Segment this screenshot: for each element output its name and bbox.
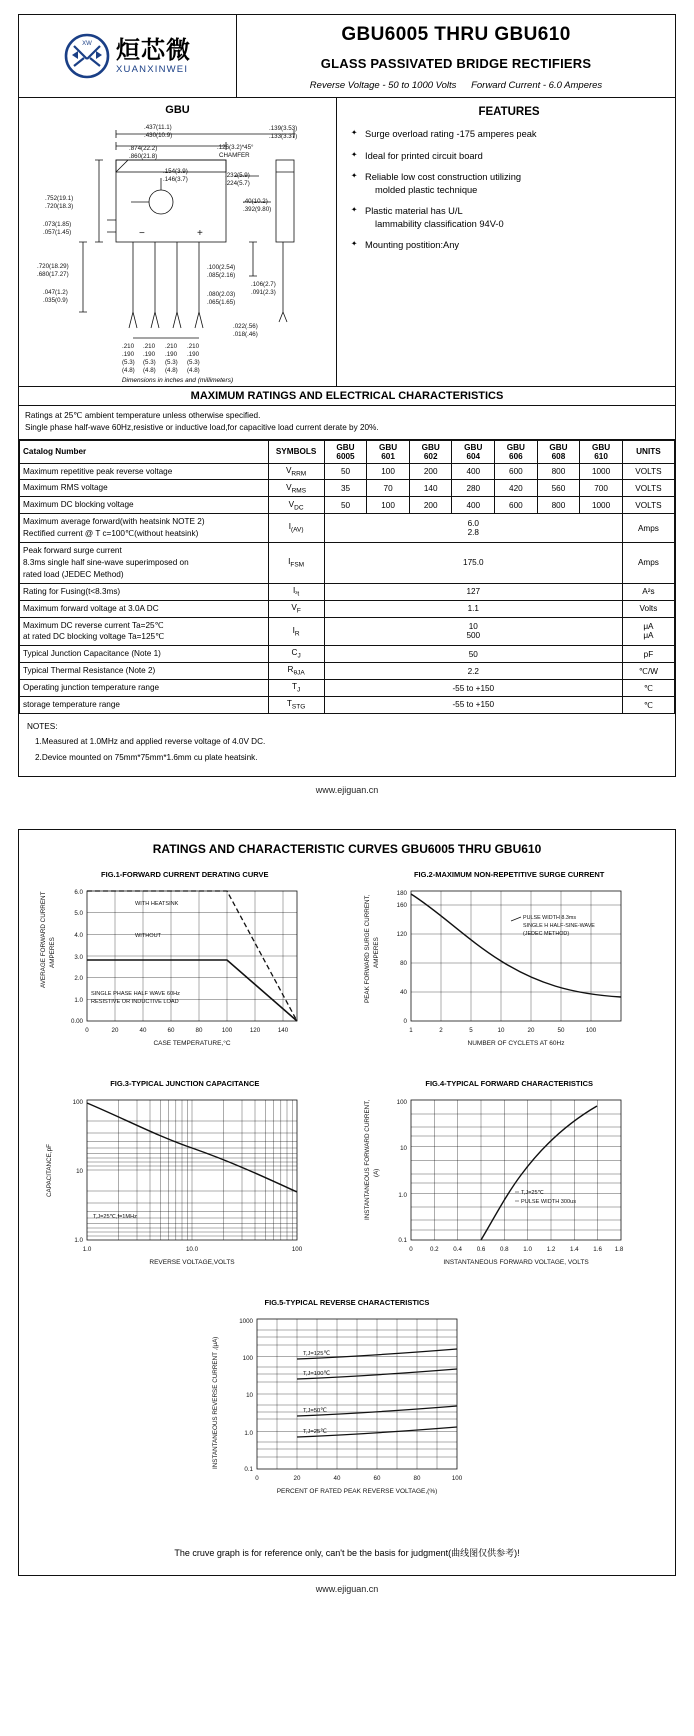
table-row: [20, 663, 675, 680]
svg-text:50: 50: [557, 1026, 565, 1034]
row-value-0: 50: [324, 497, 367, 514]
chart-fig4: [353, 1073, 665, 1292]
datasheet-page-1: [0, 0, 694, 815]
row-parameter: Operating junction temperature range: [20, 680, 269, 697]
row-value-span: 2.2: [324, 663, 622, 680]
svg-text:80: 80: [400, 959, 408, 967]
svg-text:(4.8): (4.8): [122, 367, 135, 374]
svg-text:2: 2: [439, 1026, 444, 1034]
note-1: 1.Measured at 1.0MHz and applied reverse voltage of 4.0V DC.: [35, 737, 266, 747]
svg-text:1.4: 1.4: [570, 1245, 579, 1253]
svg-text:.40(10.2): .40(10.2): [243, 198, 268, 205]
svg-text:AMPERES: AMPERES: [373, 936, 381, 968]
svg-text:10: 10: [400, 1144, 408, 1152]
svg-text:(4.8): (4.8): [187, 367, 200, 374]
row-value-1: 100: [367, 497, 410, 514]
svg-text:80: 80: [413, 1474, 421, 1482]
header-symbols: SYMBOLS: [268, 440, 324, 463]
table-row: [20, 680, 675, 697]
table-row: [20, 600, 675, 617]
page1-sheet: [18, 14, 676, 777]
header-units: UNITS: [622, 440, 674, 463]
svg-text:80: 80: [195, 1026, 203, 1034]
row-value-span: -55 to +150: [324, 696, 622, 713]
product-subtitle: GLASS PASSIVATED BRIDGE RECTIFIERS: [320, 56, 592, 71]
row-parameter: Typical Thermal Resistance (Note 2): [20, 663, 269, 680]
svg-text:.091(2.3): .091(2.3): [251, 289, 276, 296]
feature-text: Ideal for printed circuit board: [365, 150, 483, 161]
chart-fig3: [29, 1073, 341, 1292]
fig3-title: FIG.3-TYPICAL JUNCTION CAPACITANCE: [110, 1078, 260, 1088]
feature-item: [351, 150, 667, 163]
svg-text:(JEDEC METHOD): (JEDEC METHOD): [523, 930, 570, 937]
svg-text:140: 140: [277, 1026, 289, 1034]
svg-text:.224(5.7): .224(5.7): [225, 180, 250, 187]
svg-text:.022(.56): .022(.56): [233, 323, 258, 330]
svg-text:PEAK FORWARD SURGE CURRENT,: PEAK FORWARD SURGE CURRENT,: [364, 894, 372, 1003]
fig4-xlabel: INSTANTANEOUS FORWARD VOLTAGE, VOLTS: [443, 1258, 590, 1266]
fig4-plot: [353, 1092, 653, 1277]
svg-text:0: 0: [403, 1017, 408, 1025]
feature-text-line2: molded plastic technique: [375, 184, 478, 195]
svg-text:.720(18.29): .720(18.29): [37, 263, 69, 270]
header-part-5: GBU 608: [537, 440, 580, 463]
header-part-1: GBU 601: [367, 440, 410, 463]
fig1-xlabel: CASE TEMPERATURE,°C: [153, 1039, 231, 1047]
svg-text:20: 20: [111, 1026, 119, 1034]
svg-text:SINGLE PHASE HALF WAVE 60Hz: SINGLE PHASE HALF WAVE 60Hz: [91, 990, 180, 997]
svg-text:.146(3.7): .146(3.7): [163, 176, 188, 183]
svg-text:120: 120: [249, 1026, 261, 1034]
table-row: [20, 617, 675, 646]
row-unit: VOLTS: [622, 480, 674, 497]
svg-text:AMPERES: AMPERES: [49, 936, 56, 968]
specifications-table: [19, 440, 675, 714]
ratings-note-1: Ratings at 25℃ ambient temperature unless otherwise specified.: [25, 411, 261, 420]
svg-text:4.0: 4.0: [74, 931, 83, 939]
table-row: [20, 696, 675, 713]
row-unit: VOLTS: [622, 497, 674, 514]
row-value-2: 200: [409, 463, 452, 480]
row-value-5: 800: [537, 497, 580, 514]
fig2-plot: [353, 883, 653, 1058]
footnotes: [19, 714, 675, 776]
charts-row-2: [29, 1073, 665, 1292]
svg-text:.139(3.53): .139(3.53): [269, 125, 298, 132]
table-row: [20, 543, 675, 584]
row-value-4: 600: [495, 497, 538, 514]
fig2-title: FIG.2-MAXIMUM NON-REPETITIVE SURGE CURRENT: [413, 869, 605, 879]
svg-text:100: 100: [291, 1245, 303, 1253]
svg-text:1.2: 1.2: [547, 1245, 556, 1253]
fig3-xlabel: REVERSE VOLTAGE,VOLTS: [149, 1258, 235, 1266]
svg-text:1.0: 1.0: [523, 1245, 533, 1253]
features-panel: [337, 98, 675, 386]
svg-text:RESISTIVE OR INDUCTIVE LOAD: RESISTIVE OR INDUCTIVE LOAD: [91, 998, 179, 1005]
fig3-plot: [29, 1092, 329, 1277]
svg-text:1.0: 1.0: [82, 1245, 92, 1253]
fig1-plot: [29, 883, 329, 1058]
row-parameter: Maximum repetitive peak reverse voltage: [20, 463, 269, 480]
row-value-span: 1.1: [324, 600, 622, 617]
header-part-4: GBU 606: [495, 440, 538, 463]
row-symbol: $C_J$: [268, 646, 324, 663]
svg-text:(5.3): (5.3): [187, 359, 200, 366]
brand-logo-area: [19, 15, 237, 97]
feature-text: Plastic material has U/L: [365, 206, 463, 217]
svg-text:.860(21.8): .860(21.8): [129, 153, 158, 160]
svg-text:.018(.46): .018(.46): [233, 331, 258, 338]
header-part-2: GBU 602: [409, 440, 452, 463]
svg-text:5.0: 5.0: [74, 909, 83, 917]
row-value-0: 50: [324, 463, 367, 480]
table-row: [20, 583, 675, 600]
svg-text:WITH HEATSINK: WITH HEATSINK: [135, 900, 179, 907]
svg-text:100: 100: [72, 1098, 83, 1106]
curves-title: RATINGS AND CHARACTERISTIC CURVES GBU6005 THRU GBU610: [152, 841, 542, 856]
svg-text:PULSE WIDTH 8.3ms: PULSE WIDTH 8.3ms: [523, 914, 577, 921]
feature-text-line2: lammability classification 94V-0: [375, 218, 504, 229]
svg-text:100: 100: [221, 1026, 233, 1034]
svg-text:0: 0: [85, 1026, 89, 1034]
svg-text:XW: XW: [82, 41, 92, 47]
svg-text:T,J=125℃: T,J=125℃: [303, 1350, 330, 1357]
package-drawing: [19, 98, 337, 386]
svg-text:(4.8): (4.8): [165, 367, 178, 374]
svg-text:100: 100: [242, 1354, 253, 1362]
svg-text:1000: 1000: [239, 1317, 253, 1325]
feature-item: [351, 128, 667, 141]
row-symbol: $V_{DC}$: [268, 497, 324, 514]
svg-text:.073(1.85): .073(1.85): [43, 221, 72, 228]
svg-text:.210: .210: [143, 343, 156, 350]
svg-text:10: 10: [76, 1167, 83, 1175]
package-outline-svg: [21, 116, 333, 374]
svg-text:PULSE WIDTH 300us: PULSE WIDTH 300us: [521, 1198, 577, 1205]
row-value-6: 700: [580, 480, 623, 497]
svg-text:.057(1.45): .057(1.45): [43, 229, 72, 236]
svg-text:10: 10: [497, 1026, 505, 1034]
row-parameter: storage temperature range: [20, 696, 269, 713]
svg-text:20: 20: [527, 1026, 535, 1034]
row-unit: μA μA: [622, 617, 674, 646]
page2-footer-url: www.ejiguan.cn: [315, 1583, 379, 1594]
svg-text:.106(2.7): .106(2.7): [251, 281, 276, 288]
title-block: [237, 15, 675, 97]
svg-text:.210: .210: [165, 343, 178, 350]
svg-text:.680(17.27): .680(17.27): [37, 271, 69, 278]
svg-text:T,J=25℃,f=1MHz: T,J=25℃,f=1MHz: [93, 1213, 137, 1220]
svg-text:180: 180: [397, 889, 408, 897]
svg-text:.437(11.1): .437(11.1): [144, 124, 172, 131]
svg-text:.430(10.9): .430(10.9): [144, 132, 173, 139]
svg-text:0.4: 0.4: [453, 1245, 463, 1253]
row-unit: Amps: [622, 514, 674, 543]
row-value-6: 1000: [580, 463, 623, 480]
row-unit: Amps: [622, 543, 674, 584]
svg-text:60: 60: [373, 1474, 381, 1482]
features-list: [351, 128, 667, 252]
row-parameter: Maximum forward voltage at 3.0A DC: [20, 600, 269, 617]
table-row: [20, 497, 675, 514]
svg-text:.133(3.37): .133(3.37): [269, 133, 298, 140]
svg-text:120: 120: [397, 930, 408, 938]
fig5-xlabel: PERCENT OF RATED PEAK REVERSE VOLTAGE,(%): [276, 1487, 438, 1495]
row-value-span: 127: [324, 583, 622, 600]
svg-text:AVERAGE FORWARD CURRENT: AVERAGE FORWARD CURRENT: [40, 891, 47, 988]
row-parameter: Typical Junction Capacitance (Note 1): [20, 646, 269, 663]
row-value-4: 600: [495, 463, 538, 480]
drawing-and-features: [19, 98, 675, 387]
row-symbol: $I_R$: [268, 617, 324, 646]
svg-text:20: 20: [293, 1474, 301, 1482]
svg-text:160: 160: [397, 901, 408, 909]
row-symbol: $V_F$: [268, 600, 324, 617]
svg-text:(4.8): (4.8): [143, 367, 156, 374]
product-ratings-line: [247, 80, 665, 91]
curves-disclaimer: The cruve graph is for reference only, can't be the basis for judgment(曲线图仅供参考)!: [174, 1547, 520, 1558]
svg-text:CHAMFER: CHAMFER: [219, 152, 250, 159]
dimension-note: Dimensions in inches and (millimeters): [121, 377, 234, 384]
svg-text:.085(2.16): .085(2.16): [207, 272, 236, 279]
svg-text:0.00: 0.00: [70, 1017, 83, 1025]
svg-text:INSTANTANEOUS REVERSE CURRENT: INSTANTANEOUS REVERSE CURRENT ,(μA): [212, 1336, 219, 1469]
svg-text:6.0: 6.0: [74, 888, 83, 896]
fig5-plot: [197, 1311, 497, 1511]
svg-text:0.1: 0.1: [398, 1236, 408, 1244]
row-value-2: 200: [409, 497, 452, 514]
row-parameter: Maximum RMS voltage: [20, 480, 269, 497]
ratings-title: MAXIMUM RATINGS AND ELECTRICAL CHARACTERISTICS: [19, 387, 675, 406]
svg-text:.210: .210: [122, 343, 135, 350]
charts-row-3: [29, 1292, 665, 1526]
reverse-voltage-spec: Reverse Voltage - 50 to 1000 Volts: [309, 80, 457, 91]
svg-text:0.8: 0.8: [500, 1245, 509, 1253]
row-unit: pF: [622, 646, 674, 663]
table-row: [20, 646, 675, 663]
row-symbol: $I_{FSM}$: [268, 543, 324, 584]
row-unit: A²s: [622, 583, 674, 600]
xuanxinwei-logo-icon: [64, 33, 110, 79]
row-unit: ℃/W: [622, 663, 674, 680]
row-value-2: 140: [409, 480, 452, 497]
row-symbol: $V_{RRM}$: [268, 463, 324, 480]
svg-text:.190: .190: [165, 351, 178, 358]
header-catalog-number: Catalog Number: [20, 440, 269, 463]
svg-text:WITHOUT: WITHOUT: [135, 932, 162, 939]
svg-text:100: 100: [586, 1026, 597, 1034]
header-part-6: GBU 610: [580, 440, 623, 463]
svg-text:0: 0: [409, 1245, 414, 1253]
row-symbol: $I_{(AV)}$: [268, 514, 324, 543]
row-value-span: 6.0 2.8: [324, 514, 622, 543]
svg-text:1: 1: [409, 1026, 414, 1034]
svg-text:+: +: [197, 228, 203, 239]
header-part-3: GBU 604: [452, 440, 495, 463]
svg-text:40: 40: [400, 988, 408, 996]
svg-text:2.0: 2.0: [74, 974, 83, 982]
svg-text:.210: .210: [187, 343, 200, 350]
charts-row-1: [29, 864, 665, 1073]
svg-text:0: 0: [255, 1474, 259, 1482]
page1-footer-url: www.ejiguan.cn: [315, 784, 379, 795]
svg-text:.874(22.2): .874(22.2): [129, 145, 158, 152]
svg-text:.392(9.80): .392(9.80): [243, 206, 272, 213]
svg-text:100: 100: [397, 1098, 408, 1106]
svg-text:1.0: 1.0: [74, 1236, 83, 1244]
chart-fig5: [29, 1292, 665, 1526]
svg-text:INSTANTANEOUS FORWARD CURRENT,: INSTANTANEOUS FORWARD CURRENT,: [364, 1099, 372, 1220]
svg-text:T,J=25℃: T,J=25℃: [303, 1428, 327, 1435]
page2-sheet: [18, 829, 676, 1576]
note-2: 2.Device mounted on 75mm*75mm*1.6mm cu plate heatsink.: [35, 753, 258, 762]
row-parameter: Maximum DC reverse current Ta=25℃ at rated DC blocking voltage Ta=125℃: [20, 617, 269, 646]
row-value-5: 560: [537, 480, 580, 497]
svg-text:0.1: 0.1: [244, 1465, 253, 1473]
row-value-1: 100: [367, 463, 410, 480]
svg-text:1.6: 1.6: [593, 1245, 603, 1253]
row-value-0: 35: [324, 480, 367, 497]
svg-text:.190: .190: [122, 351, 135, 358]
package-name: GBU: [165, 104, 190, 116]
svg-text:T,J=50℃: T,J=50℃: [303, 1407, 327, 1414]
svg-text:1.0: 1.0: [74, 996, 83, 1004]
svg-text:.065(1.65): .065(1.65): [207, 299, 236, 306]
forward-current-spec: Forward Current - 6.0 Amperes: [471, 80, 603, 91]
svg-text:(5.3): (5.3): [122, 359, 135, 366]
fig5-title: FIG.5-TYPICAL REVERSE CHARACTERISTICS: [264, 1297, 430, 1307]
svg-text:(A): (A): [373, 1168, 381, 1177]
row-value-6: 1000: [580, 497, 623, 514]
ratings-note-2: Single phase half-wave 60Hz,resistive or inductive load,for capacitive load current derate by 20%.: [25, 423, 379, 433]
svg-text:.752(19.1): .752(19.1): [45, 195, 74, 202]
row-parameter: Rating for Fusing(t<8.3ms): [20, 583, 269, 600]
svg-text:.720(18.3): .720(18.3): [45, 203, 74, 210]
svg-text:.190: .190: [143, 351, 156, 358]
feature-text: Reliable low cost construction utilizing: [365, 172, 522, 183]
svg-text:10: 10: [246, 1391, 253, 1399]
svg-text:40: 40: [333, 1474, 341, 1482]
table-row: [20, 463, 675, 480]
row-parameter: Peak forward surge current 8.3ms single half sine-wave superimposed on rated load (JEDEC Method): [20, 543, 269, 584]
feature-text: Surge overload rating -175 amperes peak: [365, 129, 537, 139]
row-symbol: $I_{^2t}$: [268, 583, 324, 600]
row-parameter: Maximum average forward(with heatsink NOTE 2) Rectified current @ T c=100℃(without heatsink): [20, 514, 269, 543]
row-value-1: 70: [367, 480, 410, 497]
svg-text:3.0: 3.0: [74, 953, 83, 961]
svg-text:1.0: 1.0: [398, 1191, 408, 1199]
feature-text: Mounting postition:Any: [365, 240, 460, 251]
svg-text:100: 100: [451, 1474, 463, 1482]
feature-item: [351, 239, 667, 252]
svg-text:1.0: 1.0: [244, 1429, 253, 1437]
feature-item: [351, 171, 667, 196]
row-value-span: -55 to +150: [324, 680, 622, 697]
svg-text:0.6: 0.6: [477, 1245, 486, 1253]
svg-text:.154(3.9): .154(3.9): [163, 168, 188, 175]
table-header-row: [20, 440, 675, 463]
row-value-span: 50: [324, 646, 622, 663]
chart-fig1: [29, 864, 341, 1073]
svg-text:T,J=25℃: T,J=25℃: [521, 1189, 545, 1196]
svg-text:.100(2.54): .100(2.54): [207, 264, 236, 271]
svg-text:SINGLE H HALF-SINE-WAVE: SINGLE H HALF-SINE-WAVE: [523, 922, 596, 929]
table-row: [20, 480, 675, 497]
row-unit: VOLTS: [622, 463, 674, 480]
row-value-4: 420: [495, 480, 538, 497]
document-header: [19, 15, 675, 98]
row-value-3: 280: [452, 480, 495, 497]
row-symbol: $T_J$: [268, 680, 324, 697]
svg-text:10.0: 10.0: [185, 1245, 199, 1253]
row-value-span: 175.0: [324, 543, 622, 584]
row-unit: ℃: [622, 696, 674, 713]
svg-text:CAPACITANCE,pF: CAPACITANCE,pF: [46, 1143, 53, 1197]
svg-text:0.2: 0.2: [430, 1245, 439, 1253]
svg-text:.190: .190: [187, 351, 200, 358]
svg-text:5: 5: [469, 1026, 474, 1034]
notes-title: NOTES:: [27, 721, 58, 731]
row-symbol: $R_{\theta JA}$: [268, 663, 324, 680]
row-symbol: $V_{RMS}$: [268, 480, 324, 497]
svg-text:(5.3): (5.3): [165, 359, 178, 366]
svg-text:T,J=100℃: T,J=100℃: [303, 1370, 330, 1377]
page-title: GBU6005 THRU GBU610: [341, 24, 571, 45]
svg-text:−: −: [139, 228, 145, 239]
svg-text:.047(1.2): .047(1.2): [43, 289, 68, 296]
feature-item: [351, 205, 667, 230]
svg-text:.232(5.9): .232(5.9): [225, 172, 250, 179]
datasheet-page-2: [0, 815, 694, 1614]
header-part-0: GBU 6005: [324, 440, 367, 463]
row-unit: ℃: [622, 680, 674, 697]
row-value-5: 800: [537, 463, 580, 480]
row-parameter: Maximum DC blocking voltage: [20, 497, 269, 514]
chart-fig2: [353, 864, 665, 1073]
row-symbol: $T_{STG}$: [268, 696, 324, 713]
svg-text:.126(3.2)*45°: .126(3.2)*45°: [217, 144, 254, 151]
svg-text:60: 60: [167, 1026, 175, 1034]
fig2-xlabel: NUMBER OF CYCLETS AT 60Hz: [467, 1039, 565, 1047]
brand-name-en: XUANXINWEI: [116, 63, 189, 75]
svg-text:40: 40: [139, 1026, 147, 1034]
ratings-conditions: [19, 406, 675, 440]
svg-text:.080(2.03): .080(2.03): [207, 291, 236, 298]
svg-text:1.8: 1.8: [615, 1245, 624, 1253]
row-value-3: 400: [452, 497, 495, 514]
svg-text:.035(0.9): .035(0.9): [43, 297, 68, 304]
fig1-title: FIG.1-FORWARD CURRENT DERATING CURVE: [101, 869, 269, 879]
brand-name-cn: 烜芯微: [116, 35, 191, 64]
row-value-3: 400: [452, 463, 495, 480]
charts-area: [19, 860, 675, 1532]
svg-text:(5.3): (5.3): [143, 359, 156, 366]
fig4-title: FIG.4-TYPICAL FORWARD CHARACTERISTICS: [425, 1078, 594, 1088]
features-title: FEATURES: [478, 106, 540, 118]
row-unit: Volts: [622, 600, 674, 617]
row-value-span: 10 500: [324, 617, 622, 646]
table-row: [20, 514, 675, 543]
